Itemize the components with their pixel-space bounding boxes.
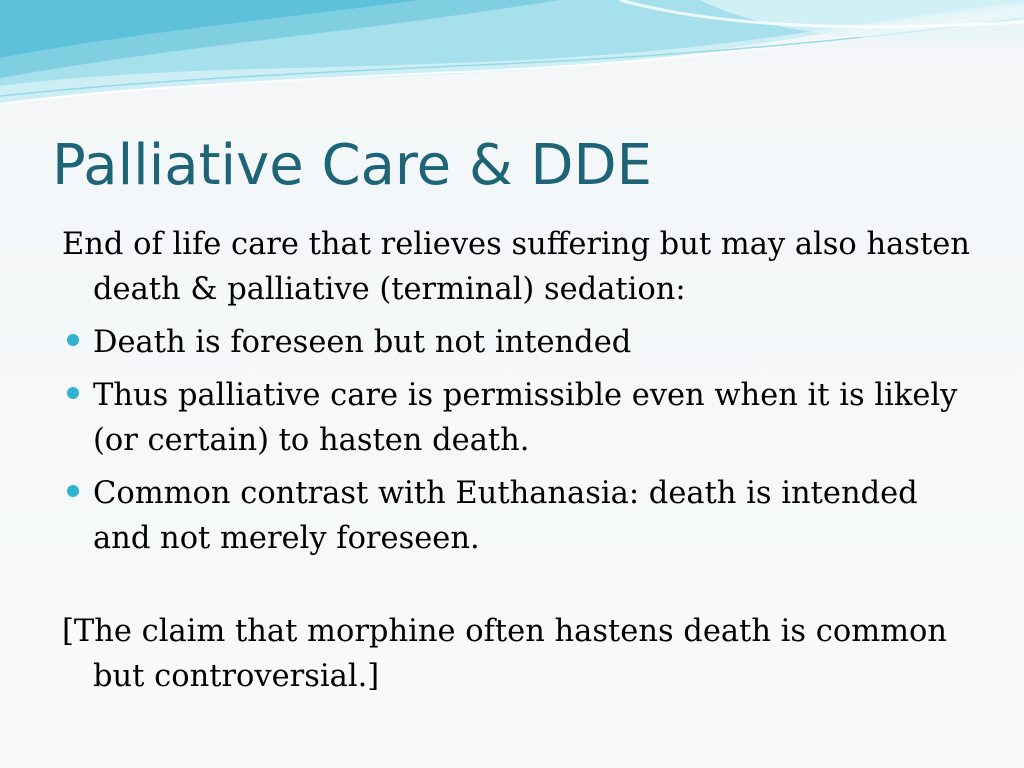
note-text: [The claim that morphine often hastens death is common but controversial.]: [62, 614, 948, 694]
bullet-item: [62, 320, 982, 365]
bullet-text: Thus palliative care is permissible even when it is likely (or certain) to hasten death.: [93, 378, 958, 458]
bullet-icon: [67, 387, 79, 399]
header-wave-decoration: [0, 0, 1024, 120]
bullet-icon: [67, 334, 79, 346]
intro-text: End of life care that relieves suffering but may also hasten death & palliative (terminal) sedation:: [62, 227, 970, 307]
bullet-icon: [67, 485, 79, 497]
bullet-item: [62, 471, 982, 561]
slide-title: Palliative Care & DDE: [52, 133, 653, 198]
bullet-text: Common contrast with Euthanasia: death is intended and not merely foreseen.: [93, 476, 918, 556]
bullet-item: [62, 373, 982, 463]
slide-body: [62, 222, 982, 699]
bullet-text: Death is foreseen but not intended: [93, 325, 632, 360]
